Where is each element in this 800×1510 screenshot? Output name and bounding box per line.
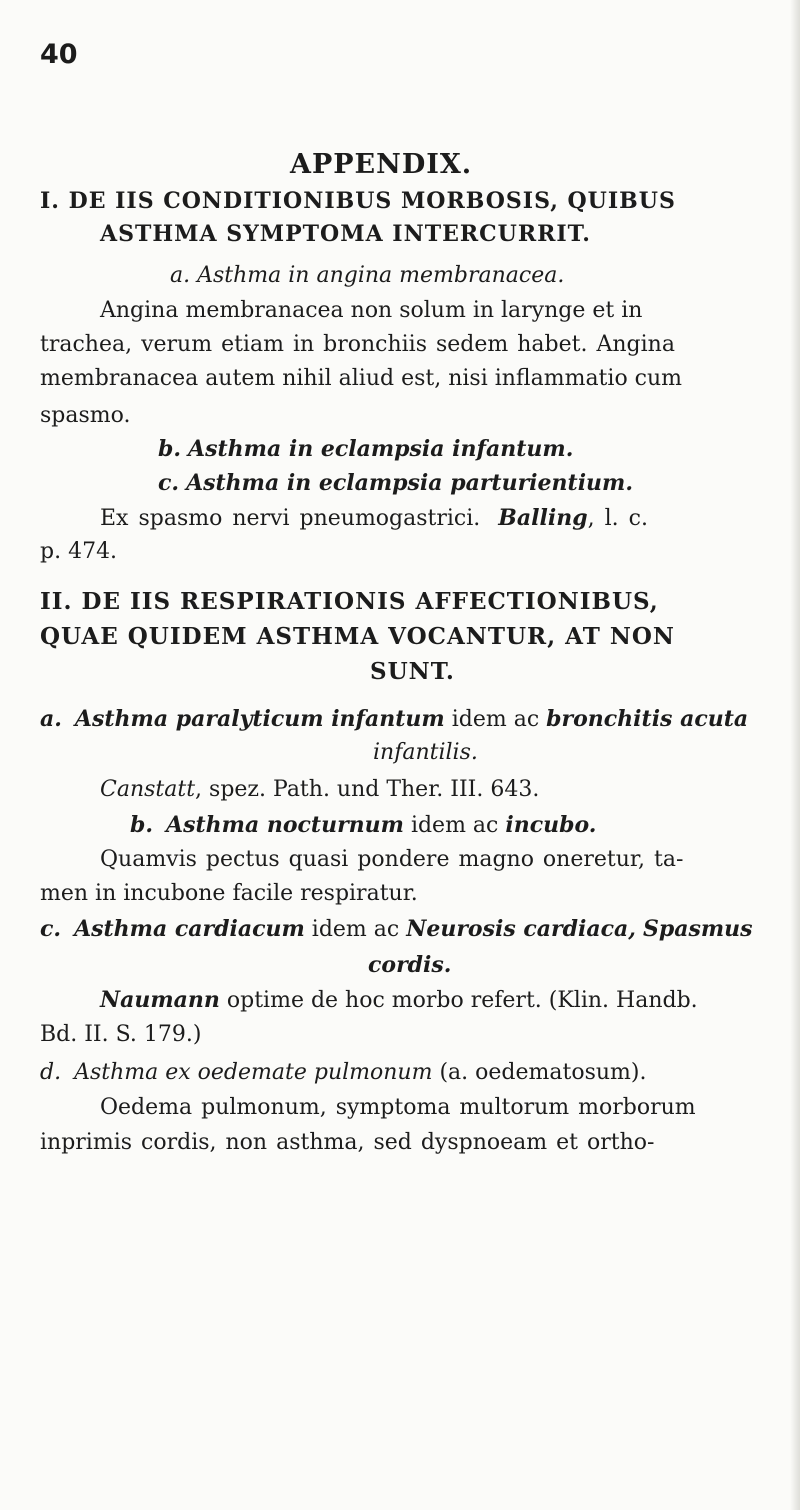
section1-heading-line1: I. DE IIS CONDITIONIBUS MORBOSIS, QUIBUS: [40, 188, 676, 214]
reference-line-continued: Bd. II. S. 179.): [40, 1022, 202, 1047]
appendix-title: APPENDIX.: [290, 149, 473, 180]
subsection-title: Asthma in eclampsia parturientium.: [186, 470, 633, 496]
subsection-c-asthma-eclampsia-parturientium: [158, 468, 633, 499]
subsection-a-asthma-angina: [170, 261, 564, 291]
subsection-c-asthma-cardiacum: [40, 914, 753, 945]
subsection-connector: idem ac: [451, 707, 540, 732]
page-number: 40: [40, 39, 78, 70]
subsection-label: c.: [40, 916, 62, 942]
subsection-label: a.: [40, 706, 62, 732]
subsection-parenthetical: (a. oedematosum).: [439, 1060, 647, 1085]
paragraph-line: trachea, verum etiam in bronchiis sedem habet. Angina: [40, 332, 675, 357]
reference-author: Naumann: [100, 987, 220, 1013]
paragraph-line: Quamvis pectus quasi pondere magno oneretur, ta-: [100, 847, 684, 872]
subsection-connector: idem ac: [410, 813, 499, 838]
page-edge-shadow: [790, 0, 800, 1510]
subsection-b-asthma-nocturnum: [130, 810, 596, 841]
reference-cite: , spez. Path. und Ther. III. 643.: [195, 777, 540, 802]
paragraph-line: spasmo.: [40, 403, 131, 428]
paragraph-line: men in incubone facile respiratur.: [40, 881, 418, 906]
section1-heading-line2: ASTHMA SYMPTOMA INTERCURRIT.: [100, 221, 591, 247]
reference-line: [100, 775, 539, 805]
subsection-title-alt2: Spasmus: [642, 916, 753, 942]
subsection-title-continued: infantilis.: [373, 740, 478, 765]
reference-page: p. 474.: [40, 539, 118, 564]
reference-line: [100, 985, 698, 1016]
reference-cite: , l. c.: [587, 506, 648, 531]
subsection-label: b.: [130, 812, 154, 838]
paragraph-line: Oedema pulmonum, symptoma multorum morborum: [100, 1095, 696, 1120]
subsection-title: Asthma paralyticum infantum: [74, 706, 445, 732]
paragraph-line: inprimis cordis, non asthma, sed dyspnoeam et ortho-: [40, 1130, 655, 1155]
subsection-label: a.: [170, 263, 191, 288]
subsection-title-alt: incubo.: [505, 812, 597, 838]
subsection-title-alt: Neurosis cardiaca: [406, 916, 629, 942]
section2-heading-line2: QUAE QUIDEM ASTHMA VOCANTUR, AT NON: [40, 623, 675, 650]
subsection-label: d.: [40, 1060, 62, 1085]
paragraph-line: Angina membranacea non solum in larynge et in: [100, 298, 643, 323]
subsection-title: Asthma cardiacum: [74, 916, 305, 942]
reference-cite: optime de hoc morbo refert. (Klin. Handb.: [219, 988, 698, 1013]
subsection-title: Asthma in angina membranacea.: [197, 263, 565, 288]
reference-author: Balling: [498, 505, 588, 531]
subsection-title: Asthma nocturnum: [166, 812, 404, 838]
subsection-separator: ,: [628, 916, 636, 942]
subsection-a-asthma-paralyticum: [40, 704, 748, 735]
paragraph-line: membranacea autem nihil aliud est, nisi inflammatio cum: [40, 366, 683, 391]
subsection-title-continued: cordis.: [368, 952, 452, 978]
subsection-connector: idem ac: [311, 917, 400, 942]
reference-text: Ex spasmo nervi pneumogastrici.: [100, 506, 481, 531]
reference-line: [100, 503, 648, 534]
subsection-title: Asthma in eclampsia infantum.: [188, 436, 574, 462]
subsection-title-alt: bronchitis acuta: [546, 706, 749, 732]
subsection-d-asthma-oedemate: [40, 1058, 646, 1088]
subsection-label: c.: [158, 470, 180, 496]
section2-heading-line1: II. DE IIS RESPIRATIONIS AFFECTIONIBUS,: [40, 588, 659, 615]
subsection-title: Asthma ex oedemate pulmonum: [74, 1060, 433, 1085]
reference-author: Canstatt: [100, 777, 196, 802]
subsection-b-asthma-eclampsia-infantum: [158, 434, 573, 465]
subsection-label: b.: [158, 436, 182, 462]
section2-heading-line3: SUNT.: [370, 658, 455, 685]
